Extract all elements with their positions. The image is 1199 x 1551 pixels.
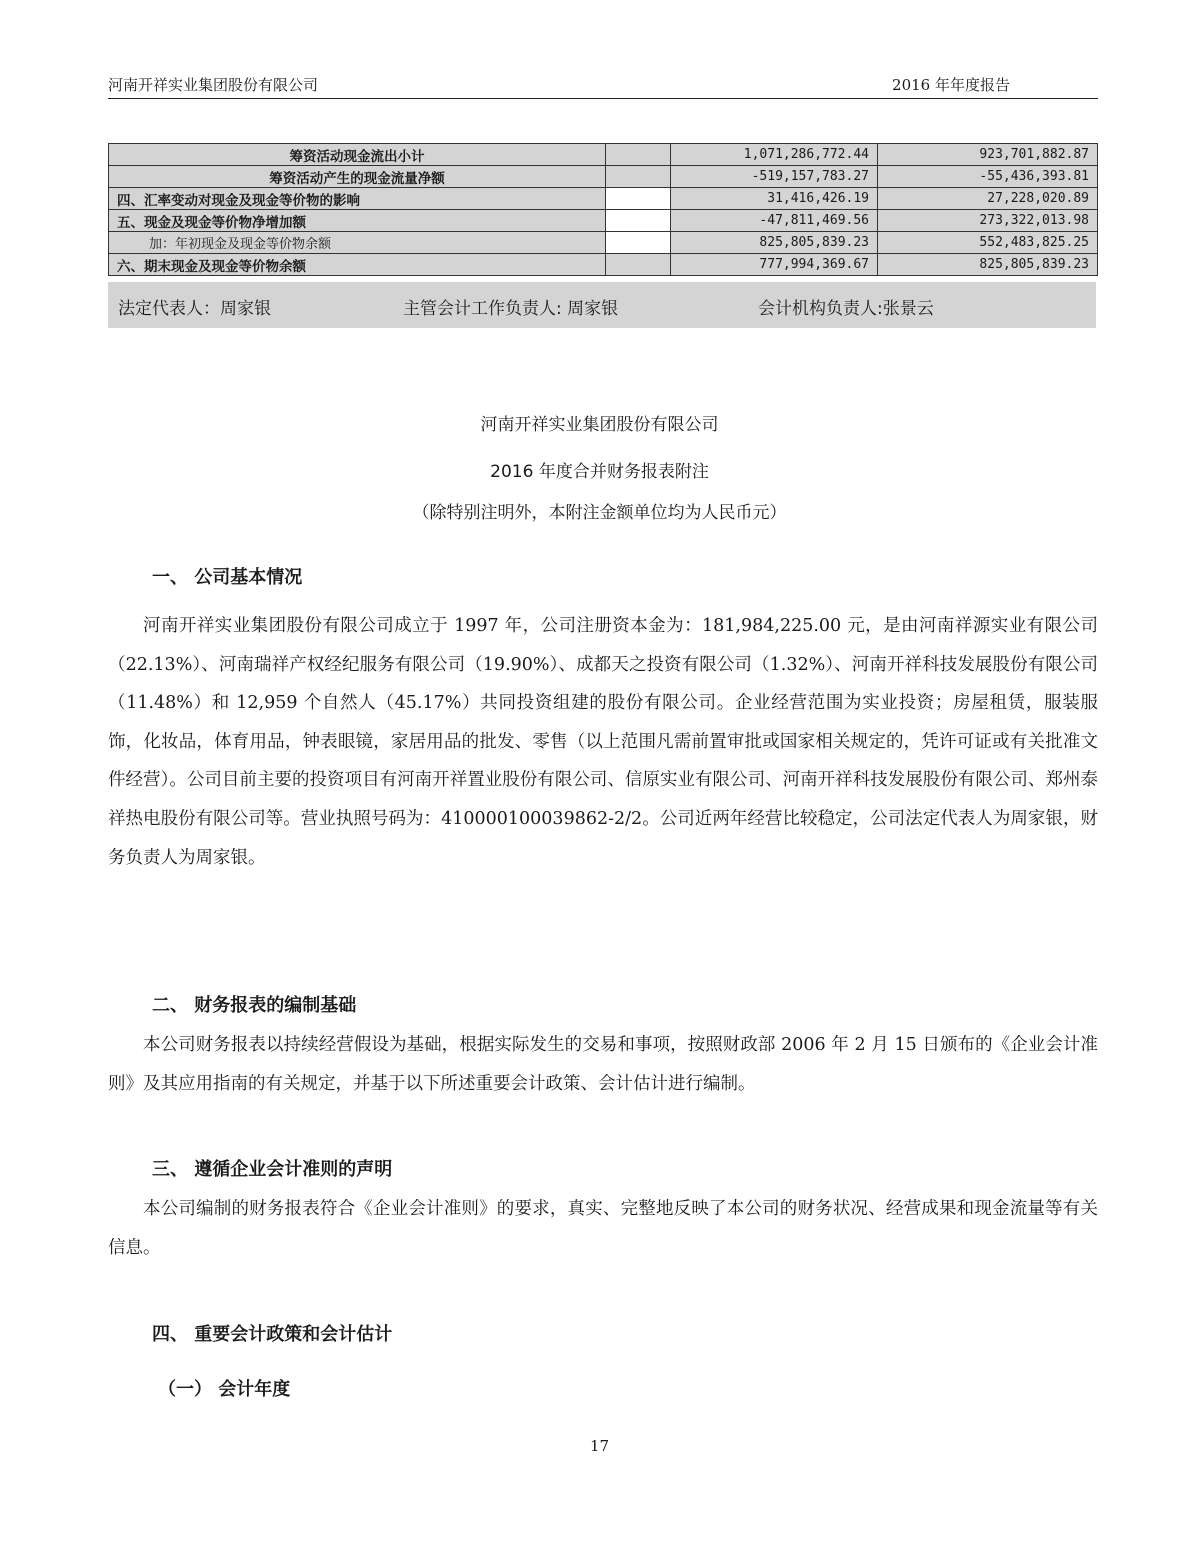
row-label: 五、现金及现金等价物净增加额 bbox=[109, 210, 606, 232]
accounting-dept-head: 会计机构负责人:张景云 bbox=[758, 299, 934, 319]
current-period-amount: -47,811,469.56 bbox=[671, 210, 878, 232]
row-note bbox=[606, 210, 671, 232]
row-label: 筹资活动产生的现金流量净额 bbox=[109, 166, 606, 188]
notes-company-title: 河南开祥实业集团股份有限公司 bbox=[480, 415, 719, 435]
accounting-head: 主管会计工作负责人: 周家银 bbox=[403, 299, 619, 319]
section-1-heading: 一、 公司基本情况 bbox=[152, 567, 303, 588]
row-note bbox=[606, 166, 671, 188]
row-note bbox=[606, 254, 671, 276]
section-4-1-heading: （一） 会计年度 bbox=[158, 1379, 291, 1400]
section-3-heading: 三、 遵循企业会计准则的声明 bbox=[152, 1159, 393, 1180]
table-row bbox=[109, 188, 1098, 210]
table-row bbox=[109, 232, 1098, 254]
row-label: 六、期末现金及现金等价物余额 bbox=[109, 254, 606, 276]
current-period-amount: 31,416,426.19 bbox=[671, 188, 878, 210]
legal-representative: 法定代表人：周家银 bbox=[118, 299, 271, 319]
previous-period-amount: -55,436,393.81 bbox=[878, 166, 1098, 188]
current-period-amount: 777,994,369.67 bbox=[671, 254, 878, 276]
row-label: 加：年初现金及现金等价物余额 bbox=[109, 232, 606, 254]
section-1-text: 河南开祥实业集团股份有限公司成立于 1997 年，公司注册资本金为：181,984,225.00 元，是由河南祥源实业有限公司（22.13%）、河南瑞祥产权经纪服务有限公司（19.90%）、成都天之投资有限公司（1.32%）、河南开祥科技发展股份有限公司（11.48%）和 12,959 个自然人（45.17%）共同投资组建的股份有限公司。企业经营范围为实业投资；房屋租赁，服装服饰，化妆品，体育用品，钟表眼镜，家居用品的批发、零售（以上范围凡需前置审批或国家相关规定的，凭许可证或有关批准文件经营）。公司目前主要的投资项目有河南开祥置业股份有限公司、信原实业有限公司、河南开祥科技发展股份有限公司、郑州泰祥热电股份有限公司等。营业执照号码为：410000100039862-2/2。公司近两年经营比较稳定，公司法定代表人为周家银，财务负责人为周家银。 bbox=[108, 616, 1098, 868]
table-row bbox=[109, 254, 1098, 276]
row-label: 筹资活动现金流出小计 bbox=[109, 144, 606, 166]
notes-subtitle: （除特别注明外，本附注金额单位均为人民币元） bbox=[412, 503, 787, 523]
section-3-text: 本公司编制的财务报表符合《企业会计准则》的要求，真实、完整地反映了本公司的财务状况、经营成果和现金流量等有关信息。 bbox=[108, 1199, 1098, 1258]
section-2-heading: 二、 财务报表的编制基础 bbox=[152, 995, 357, 1016]
section-4-heading: 四、 重要会计政策和会计估计 bbox=[152, 1324, 393, 1345]
previous-period-amount: 552,483,825.25 bbox=[878, 232, 1098, 254]
header-report-title: 2016 年年度报告 bbox=[892, 76, 1010, 94]
row-note bbox=[606, 144, 671, 166]
cash-flow-table bbox=[108, 143, 1098, 276]
cash-flow-table-body bbox=[109, 144, 1098, 276]
current-period-amount: 825,805,839.23 bbox=[671, 232, 878, 254]
current-period-amount: -519,157,783.27 bbox=[671, 166, 878, 188]
table-row bbox=[109, 210, 1098, 232]
section-2-text: 本公司财务报表以持续经营假设为基础，根据实际发生的交易和事项，按照财政部 2006 年 2 月 15 日颁布的《企业会计准则》及其应用指南的有关规定，并基于以下所述重要会计政策、会计估计进行编制。 bbox=[108, 1035, 1098, 1094]
table-row bbox=[109, 144, 1098, 166]
current-period-amount: 1,071,286,772.44 bbox=[671, 144, 878, 166]
notes-title: 2016 年度合并财务报表附注 bbox=[490, 462, 709, 482]
row-note bbox=[606, 188, 671, 210]
row-label: 四、汇率变动对现金及现金等价物的影响 bbox=[109, 188, 606, 210]
previous-period-amount: 825,805,839.23 bbox=[878, 254, 1098, 276]
header-company: 河南开祥实业集团股份有限公司 bbox=[108, 76, 319, 94]
previous-period-amount: 923,701,882.87 bbox=[878, 144, 1098, 166]
previous-period-amount: 27,228,020.89 bbox=[878, 188, 1098, 210]
previous-period-amount: 273,322,013.98 bbox=[878, 210, 1098, 232]
page-number: 17 bbox=[589, 1437, 610, 1455]
row-note bbox=[606, 232, 671, 254]
table-row bbox=[109, 166, 1098, 188]
signature-bar bbox=[108, 282, 1096, 328]
page-header bbox=[108, 72, 1098, 99]
